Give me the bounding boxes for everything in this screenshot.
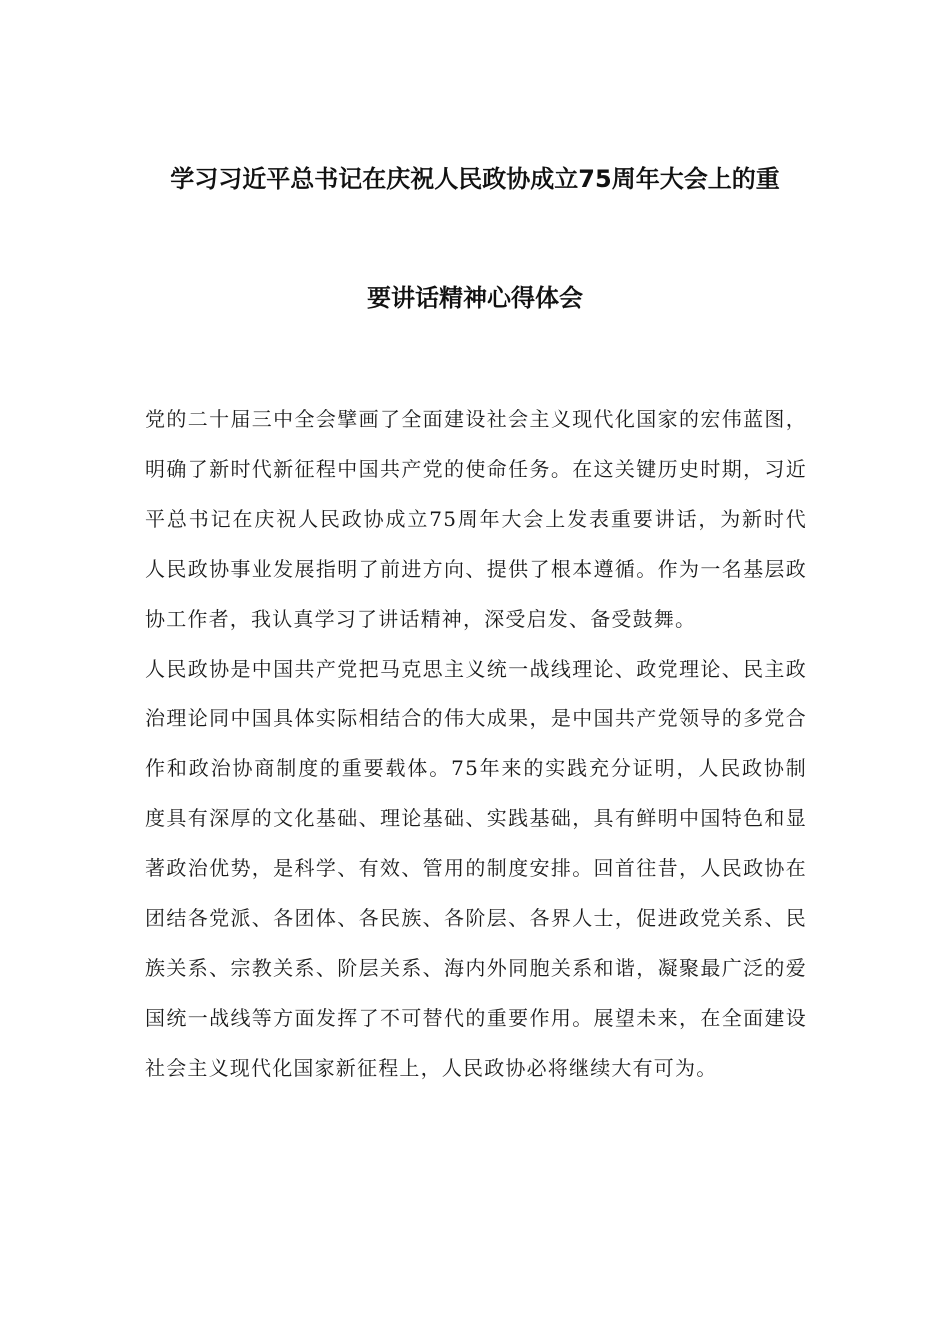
document-body (145, 395, 807, 1094)
paragraph-2: 人民政协是中国共产党把马克思主义统一战线理论、政党理论、民主政治理论同中国具体实际相结合的伟大成果，是中国共产党领导的多党合作和政治协商制度的重要载体。75年来的实践充分证明，人民政协制度具有深厚的文化基础、理论基础、实践基础，具有鲜明中国特色和显著政治优势，是科学、有效、管用的制度安排。回首往昔，人民政协在团结各党派、各团体、各民族、各阶层、各界人士，促进政党关系、民族关系、宗教关系、阶层关系、海内外同胞关系和谐，凝聚最广泛的爱国统一战线等方面发挥了不可替代的重要作用。展望未来，在全面建设社会主义现代化国家新征程上，人民政协必将继续大有可为。 (145, 656, 807, 1080)
paragraph-1: 党的二十届三中全会擘画了全面建设社会主义现代化国家的宏伟蓝图，明确了新时代新征程中国共产党的使命任务。在这关键历史时期，习近平总书记在庆祝人民政协成立75周年大会上发表重要讲话，为新时代人民政协事业发展指明了前进方向、提供了根本遵循。作为一名基层政协工作者，我认真学习了讲话精神，深受启发、备受鼓舞。 (145, 407, 807, 631)
document-title-line-1: 学习习近平总书记在庆祝人民政协成立75周年大会上的重 (170, 165, 780, 193)
document-title-line-2: 要讲话精神心得体会 (367, 284, 583, 312)
